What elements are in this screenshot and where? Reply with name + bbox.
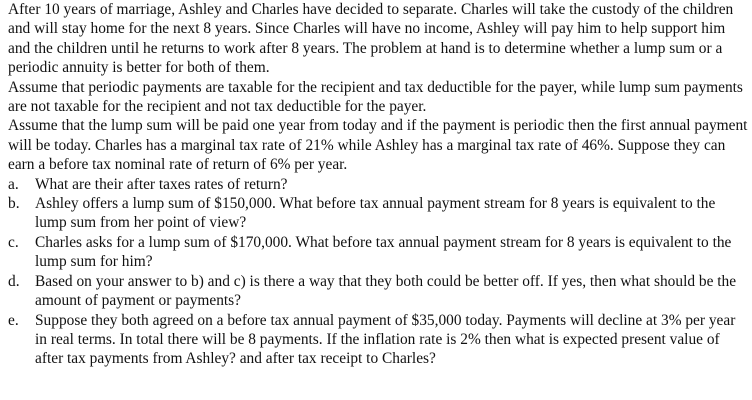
question-text: Suppose they both agreed on a before tax annual payment of $35,000 today. Payments will decline at 3% per year in real terms. In total there will be 8 payments. If the inflation rate is 2% then what is expected present value of after tax payments from Ashley? and after tax receipt to Charles? <box>35 311 736 368</box>
question-marker: d. <box>8 272 20 290</box>
question-text: Charles asks for a lump sum of $170,000. What before tax annual payment stream for 8 years is equivalent to the lump sum for him? <box>35 233 732 271</box>
question-list <box>8 175 748 369</box>
question-text: What are their after taxes rates of return? <box>35 175 288 193</box>
question-item-c <box>8 233 748 272</box>
payment-assumption-paragraph: Assume that the lump sum will be paid one year from today and if the payment is periodic then the first annual payment will be today. Charles has a marginal tax rate of 21% while Ashley has a marginal tax rate of 46%. Suppose they can earn a before tax nominal rate of return of 6% per year. <box>8 117 748 174</box>
question-marker: b. <box>8 195 20 213</box>
question-item-e <box>8 311 748 369</box>
tax-assumption-paragraph: Assume that periodic payments are taxable for the recipient and tax deductible for the payer, while lump sum payments are not taxable for the recipient and not tax deductible for the payer. <box>8 78 743 116</box>
question-text: Ashley offers a lump sum of $150,000. What before tax annual payment stream for 8 years is equivalent to the lump sum from her point of view? <box>35 195 716 232</box>
question-marker: e. <box>8 311 19 329</box>
question-item-a <box>8 175 748 194</box>
problem-document <box>8 0 748 369</box>
question-marker: c. <box>8 233 19 251</box>
intro-paragraph: After 10 years of marriage, Ashley and Charles have decided to separate. Charles will take the custody of the children and will stay home for the next 8 years. Since Charles will have no income, Ashley will pay him to help support him and the children until he returns to work after 8 years. The problem at hand is to determine whether a lump sum or a periodic annuity is better for both of them. <box>8 1 734 77</box>
question-item-b <box>8 194 748 233</box>
question-item-d <box>8 272 748 311</box>
question-marker: a. <box>8 175 19 193</box>
question-text: Based on your answer to b) and c) is there a way that they both could be better off. If yes, then what should be the amount of payment or payments? <box>35 272 737 310</box>
